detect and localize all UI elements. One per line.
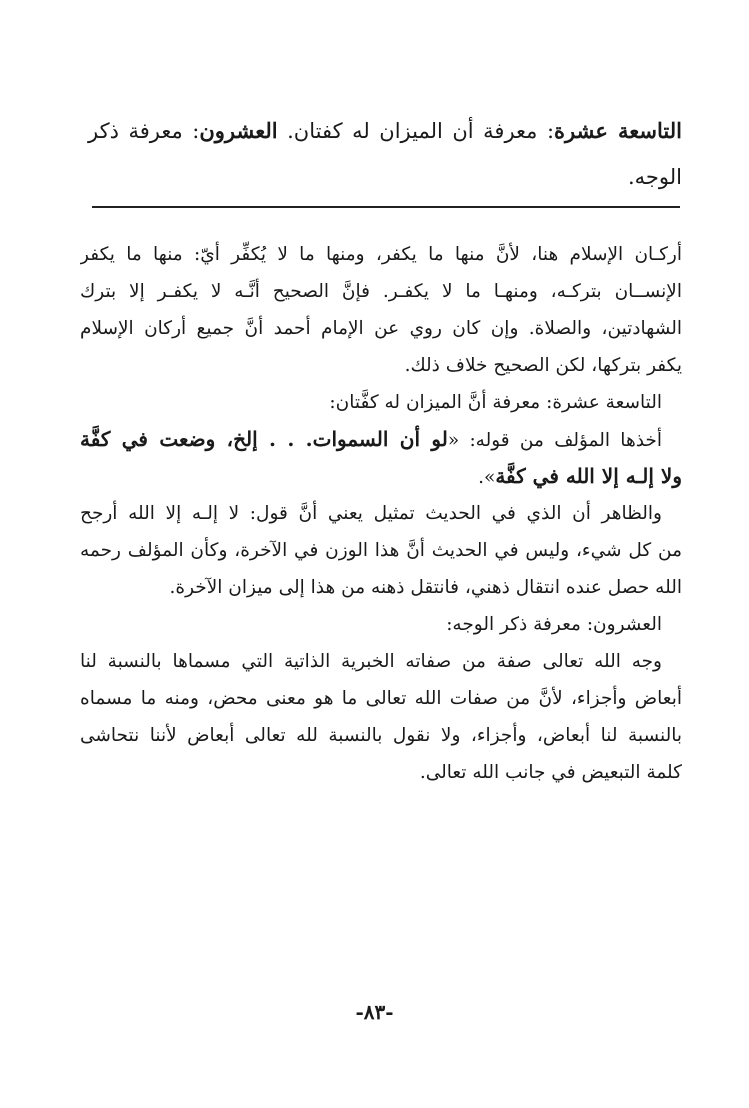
paragraph-line: الله حصل عنده انتقال ذهني، فانتقل ذهنه من هذا إلى ميزان الآخرة.	[169, 577, 682, 598]
paragraph-line: وجه الله تعالى صفة من صفاته الخبرية الذاتية التي مسماها بالنسبة لنا	[80, 651, 662, 672]
paragraph-line: كلمة التبعيض في جانب الله تعالى.	[419, 762, 682, 783]
subheading-twentieth: العشرون: معرفة ذكر الوجه:	[446, 614, 662, 635]
paragraph-line: يكفر بتركها، لكن الصحيح خلاف ذلك.	[404, 355, 682, 376]
paragraph-line: بالنسبة لنا أبعاض، وأجزاء، ولا نقول بالنسبة لله تعالى أبعاض لأننا نتحاشى	[80, 725, 682, 746]
quote-close: ».	[478, 467, 496, 488]
paragraph-line: أركـان الإسلام هنا، لأنَّ منها ما يكفر، ومنها ما لا يُكفِّر أيّ: منها ما يكفر	[80, 244, 682, 265]
separator: :	[537, 119, 555, 143]
paragraph-line	[80, 458, 682, 495]
page-number: -٨٣-	[355, 1000, 394, 1024]
commentary	[80, 236, 682, 791]
subheading-nineteenth: التاسعة عشرة: معرفة أنَّ الميزان له كفَّتان:	[329, 392, 662, 413]
paragraph-line: أبعاض وأجزاء، لأنَّ من صفات الله تعالى ما هو معنى محض، ومنه ما مسماه	[80, 688, 682, 709]
heading-twentieth: العشرون	[199, 118, 278, 143]
paragraph-line: الشهادتين، والصلاة. وإن كان روي عن الإمام أحمد أنَّ جميع أركان الإسلام	[80, 318, 682, 339]
separator: :	[182, 119, 200, 143]
heading-nineteenth: التاسعة عشرة	[554, 118, 683, 143]
text-nineteenth: معرفة أن الميزان له كفتان.	[277, 119, 538, 143]
main-text	[88, 108, 682, 200]
paragraph-line: والظاهر أن الذي في الحديث تمثيل يعني أنَّ قول: لا إلـه إلا الله أرجح	[80, 503, 662, 524]
paragraph-line	[80, 421, 682, 458]
text-twentieth: معرفة ذكر الوجه.	[88, 119, 682, 189]
quote-intro: أخذها المؤلف من قوله: «	[447, 430, 662, 451]
hadith-quote: لو أن السموات. . . إلخ، وضعت في كفَّة	[80, 427, 448, 451]
paragraph-line: الإنســان بتركـه، ومنهـا ما لا يكفـر. فإنَّ الصحيح أنَّـه لا يكفـر إلا بترك	[80, 281, 682, 302]
paragraph-line: من كل شيء، وليس في الحديث أنَّ هذا الوزن في الآخرة، وكأن المؤلف رحمه	[80, 540, 682, 561]
hadith-quote: ولا إلـه إلا الله في كفَّة	[495, 464, 682, 488]
divider-line	[92, 206, 680, 208]
